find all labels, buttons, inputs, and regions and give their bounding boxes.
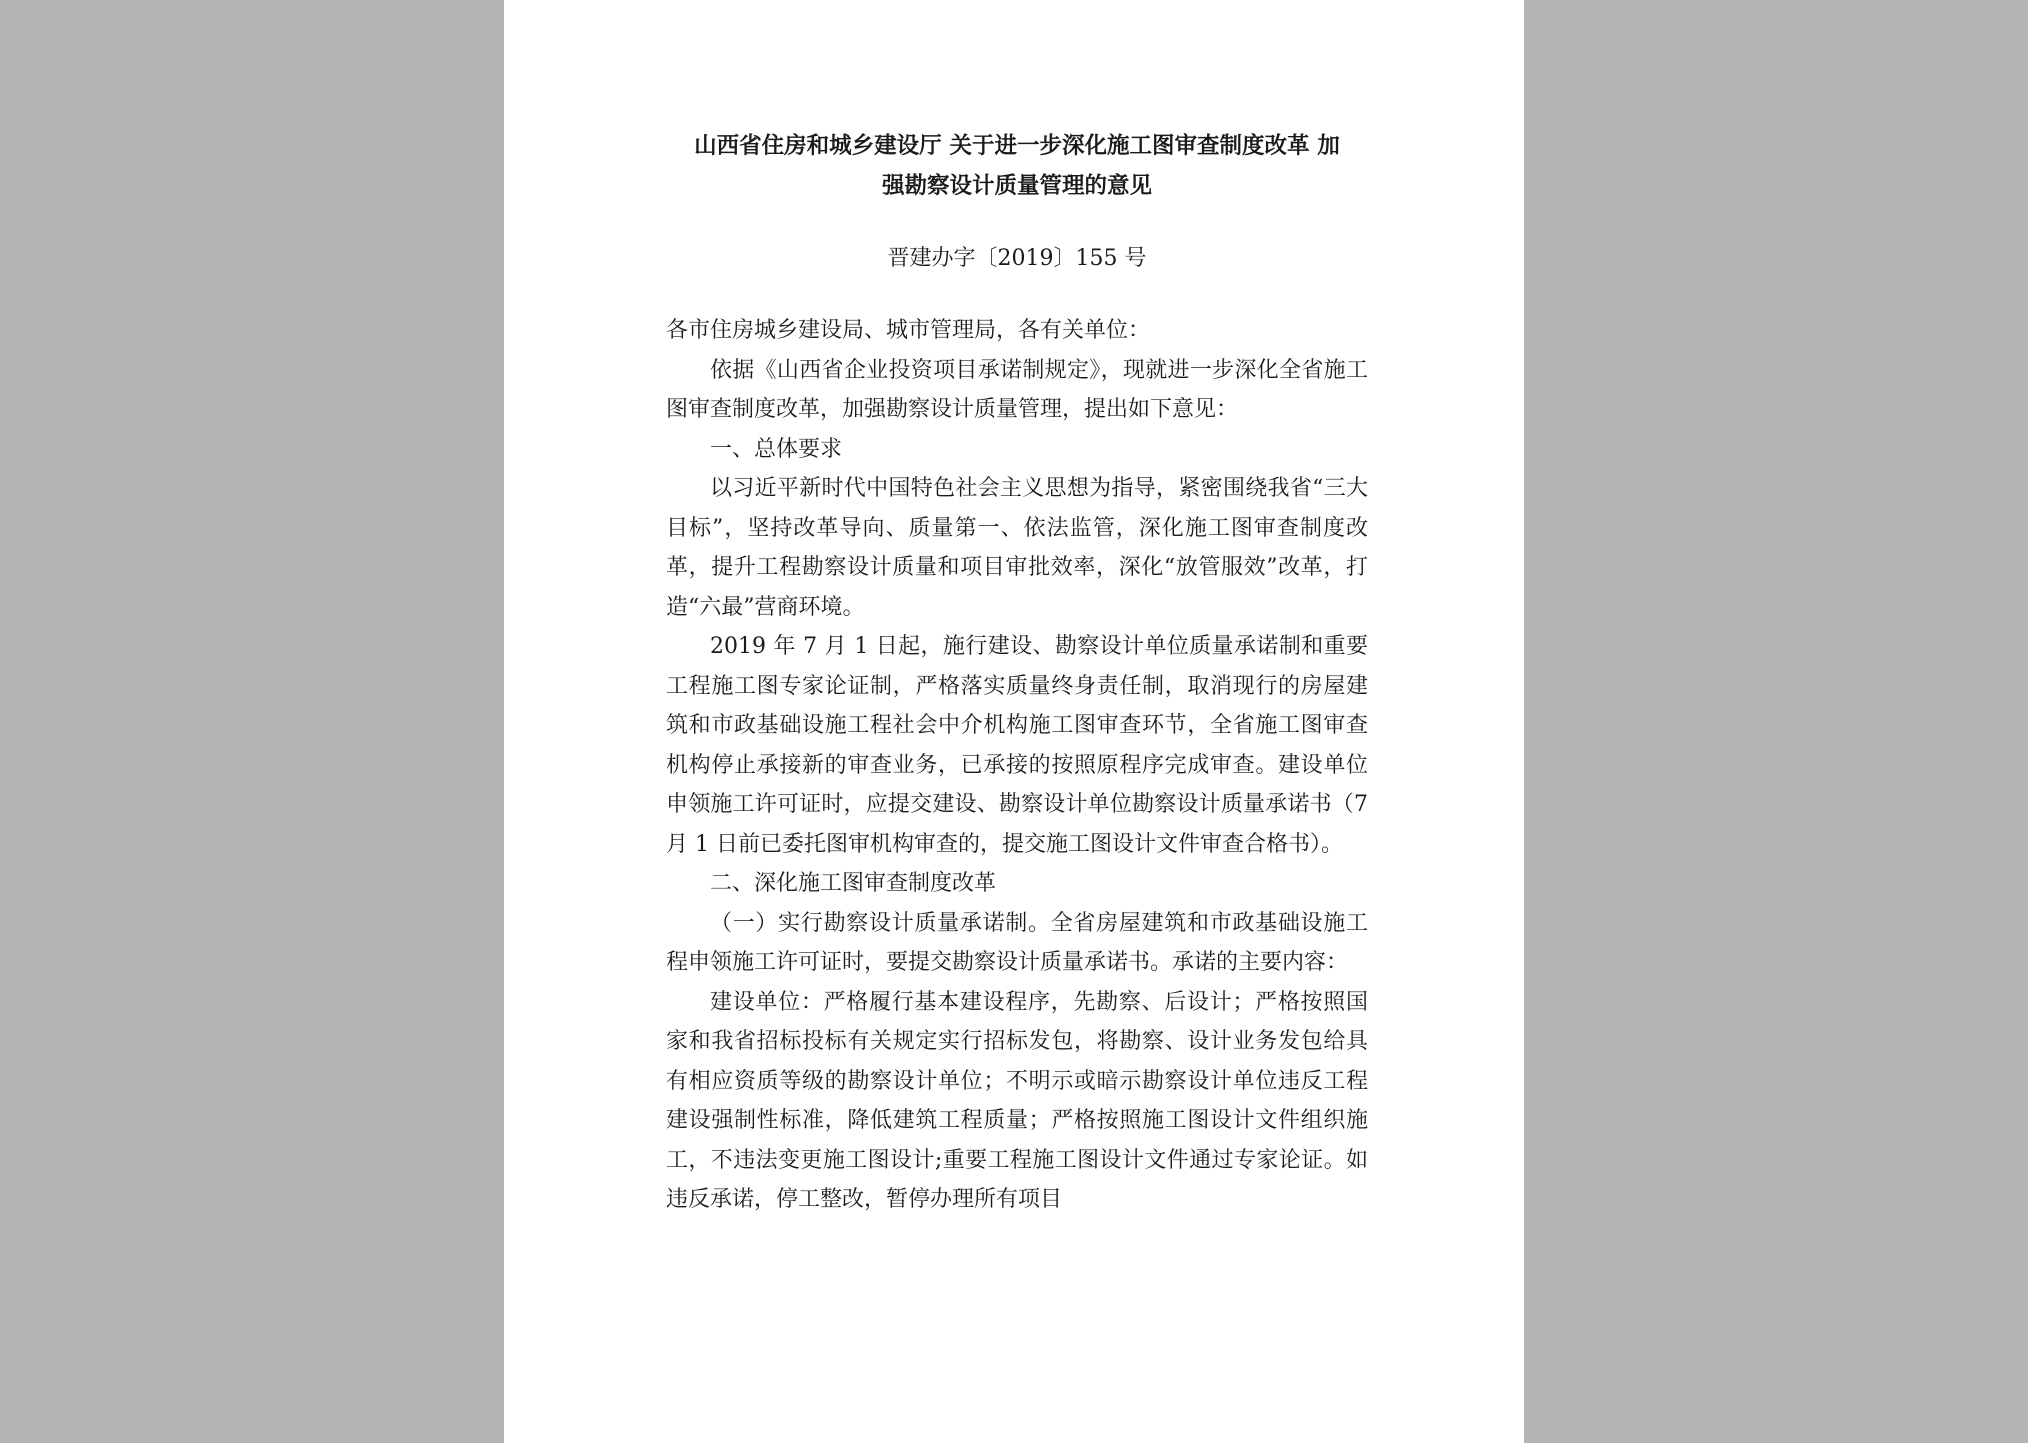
paragraph-effective-date: 2019 年 7 月 1 日起，施行建设、勘察设计单位质量承诺制和重要工程施工图专家论证制，严格落实质量终身责任制，取消现行的房屋建筑和市政基础设施工程社会中介机构施工图审查环节，全省施工图审查机构停止承接新的审查业务，已承接的按照原程序完成审查。建设单位申领施工许可证时，应提交建设、勘察设计单位勘察设计质量承诺书（7 月 1 日前已委托图审机构审查的，提交施工图设计文件审查合格书）。	[666, 634, 1368, 857]
section-heading-general-requirements: 一、总体要求	[710, 436, 843, 462]
document-content	[666, 126, 1368, 1220]
paragraph-commitment-system: （一）实行勘察设计质量承诺制。全省房屋建筑和市政基础设施工程申领施工许可证时，要提交勘察设计质量承诺书。承诺的主要内容：	[666, 910, 1368, 975]
document-title-line-1: 山西省住房和城乡建设厅 关于进一步深化施工图审查制度改革 加	[694, 133, 1340, 159]
document-title-line-2: 强勘察设计质量管理的意见	[881, 173, 1152, 199]
paragraph-basis: 依据《山西省企业投资项目承诺制规定》，现就进一步深化全省施工图审查制度改革，加强勘察设计质量管理，提出如下意见：	[666, 357, 1368, 422]
document-number: 晋建办字〔2019〕155 号	[887, 246, 1147, 271]
paragraph-construction-unit: 建设单位：严格履行基本建设程序，先勘察、后设计；严格按照国家和我省招标投标有关规定实行招标发包，将勘察、设计业务发包给具有相应资质等级的勘察设计单位；不明示或暗示勘察设计单位违反工程建设强制性标准，降低建筑工程质量；严格按照施工图设计文件组织施工，不违法变更施工图设计;重要工程施工图设计文件通过专家论证。如违反承诺，停工整改，暂停办理所有项目	[666, 989, 1368, 1212]
paragraph-guiding-thought: 以习近平新时代中国特色社会主义思想为指导，紧密围绕我省“三大目标”，坚持改革导向、质量第一、依法监管，深化施工图审查制度改革，提升工程勘察设计质量和项目审批效率，深化“放管服效”改革，打造“六最”营商环境。	[666, 476, 1368, 620]
salutation: 各市住房城乡建设局、城市管理局，各有关单位：	[666, 318, 1151, 343]
document-page	[504, 0, 1524, 1443]
section-heading-reform: 二、深化施工图审查制度改革	[710, 871, 997, 896]
document-title	[666, 126, 1368, 206]
